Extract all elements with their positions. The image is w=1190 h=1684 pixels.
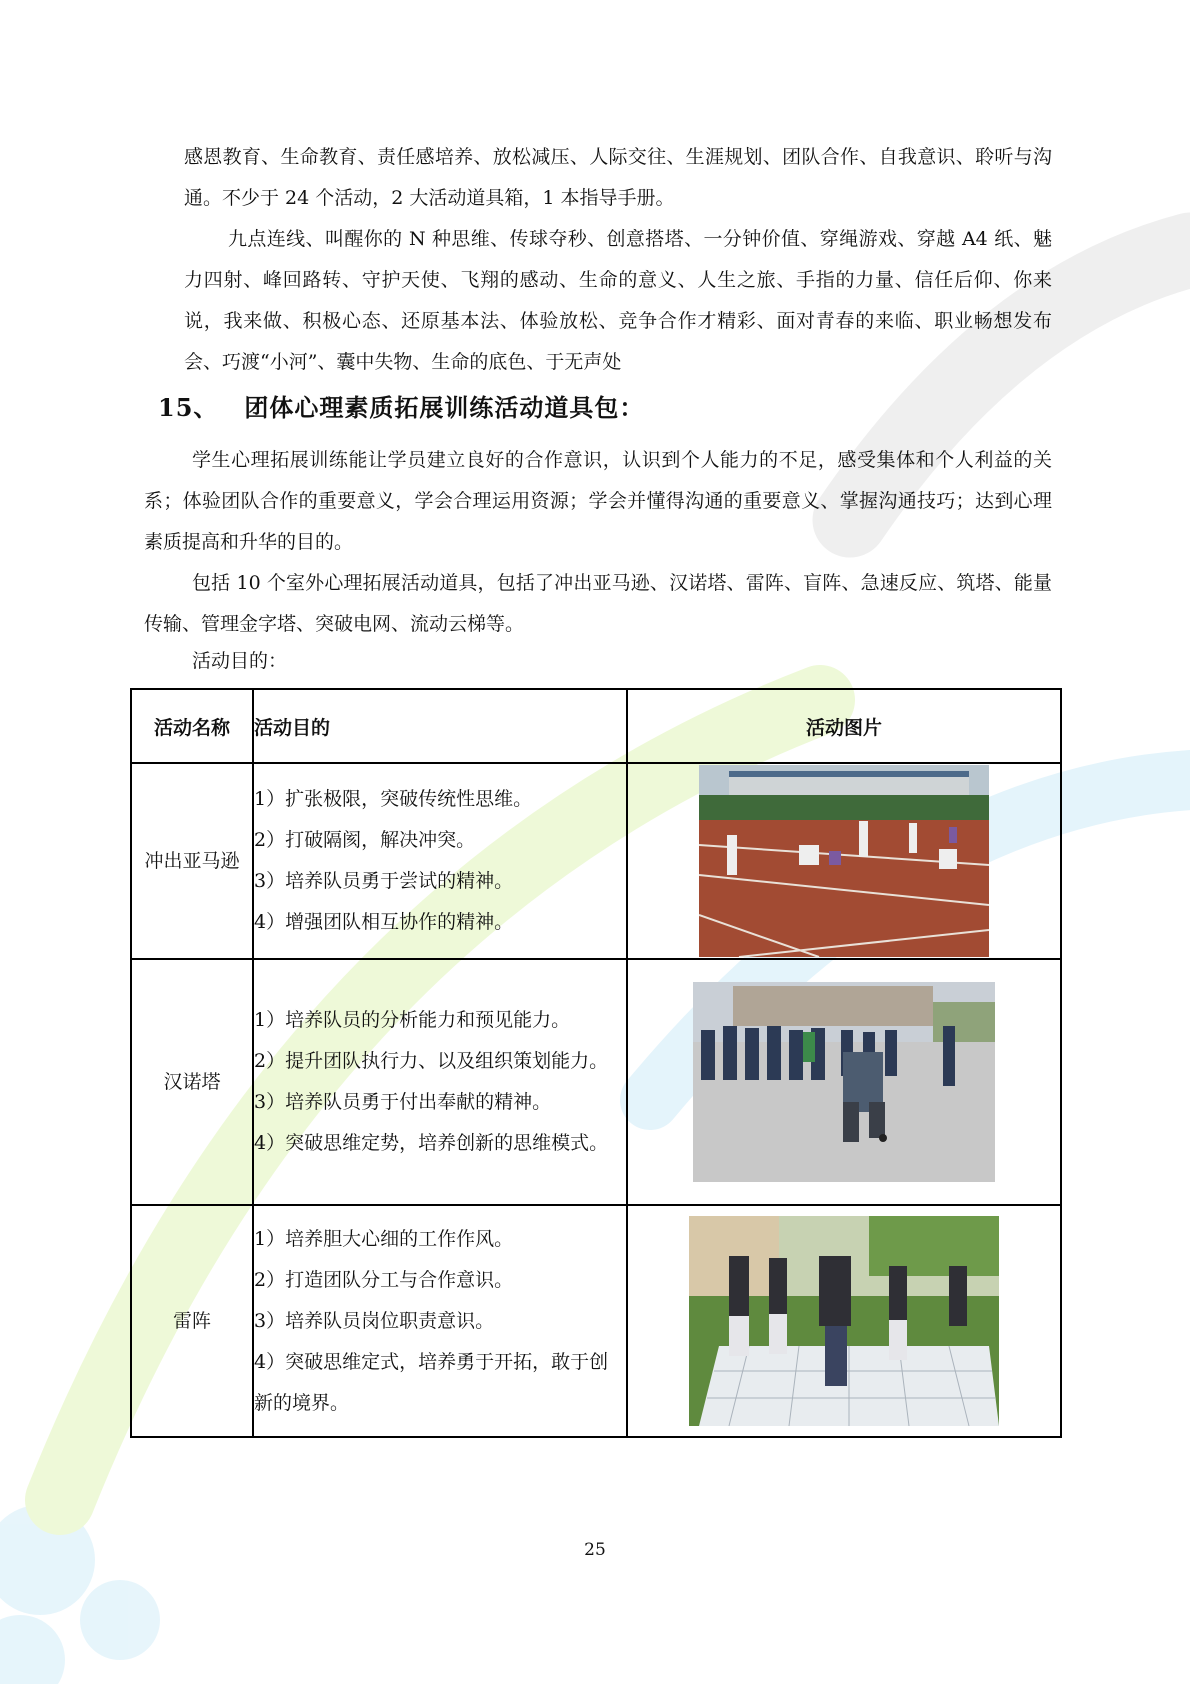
goal-item: 2）打造团队分工与合作意识。	[254, 1268, 514, 1291]
goal-item: 1）培养胆大心细的工作作风。	[254, 1227, 514, 1250]
table-row	[131, 1205, 1061, 1437]
body-paragraph	[144, 440, 1052, 645]
header-activity-name: 活动名称	[131, 689, 253, 763]
goal-item: 1）扩张极限，突破传统性思维。	[254, 788, 533, 810]
intro-line-2: 九点连线、叫醒你的 N 种思维、传球夺秒、创意搭塔、一分钟价值、穿绳游戏、穿越 A4 纸、魅力四射、峰回路转、守护天使、飞翔的感动、生命的意义、人生之旅、手指的力量、信任后仰、你来说，我来做、积极心态、还原基本法、体验放松、竞争合作才精彩、面对青春的来临、职业畅想发布会、巧渡“小河”、囊中失物、生命的底色、于无声处	[184, 228, 1052, 373]
intro-line-1: 感恩教育、生命教育、责任感培养、放松减压、人际交往、生涯规划、团队合作、自我意识、聆听与沟通。不少于 24 个活动，2 大活动道具箱，1 本指导手册。	[184, 146, 1052, 209]
body-para-1: 学生心理拓展训练能让学员建立良好的合作意识，认识到个人能力的不足，感受集体和个人利益的关系；体验团队合作的重要意义，学会合理运用资源；学会并懂得沟通的重要意义、掌握沟通技巧；达到心理素质提高和升华的目的。	[144, 449, 1052, 553]
track-field-activity-photo	[699, 765, 989, 957]
activity-name: 汉诺塔	[131, 959, 253, 1205]
table-row	[131, 959, 1061, 1205]
activity-table	[130, 688, 1062, 1438]
goal-item: 3）培养队员勇于付出奉献的精神。	[254, 1091, 552, 1113]
goal-item: 3）培养队员岗位职责意识。	[254, 1309, 495, 1332]
body-para-2: 包括 10 个室外心理拓展活动道具，包括了冲出亚马逊、汉诺塔、雷阵、盲阵、急速反应、筑塔、能量传输、管理金字塔、突破电网、流动云梯等。	[144, 572, 1052, 635]
goal-item: 1）培养队员的分析能力和预见能力。	[254, 1009, 571, 1031]
activity-goals	[253, 763, 627, 959]
page-number: 25	[584, 1540, 606, 1560]
header-activity-picture: 活动图片	[627, 689, 1061, 763]
activity-name: 冲出亚马逊	[131, 763, 253, 959]
activity-goals	[253, 1205, 627, 1437]
activity-picture-cell	[627, 1205, 1061, 1437]
courtyard-game-photo	[693, 982, 995, 1182]
activity-picture-cell	[627, 763, 1061, 959]
goal-item: 2）提升团队执行力、以及组织策划能力。	[254, 1050, 609, 1072]
section-heading	[158, 388, 644, 423]
activity-name: 雷阵	[131, 1205, 253, 1437]
intro-paragraph	[184, 137, 1052, 383]
grid-mat-game-photo	[689, 1216, 999, 1426]
activity-picture-cell	[627, 959, 1061, 1205]
section-title: 团体心理素质拓展训练活动道具包：	[244, 393, 645, 422]
goal-item: 3）培养队员勇于尝试的精神。	[254, 870, 514, 892]
table-row	[131, 763, 1061, 959]
header-activity-goal: 活动目的	[253, 689, 627, 763]
purpose-label: 活动目的：	[192, 650, 288, 672]
goal-item: 4）突破思维定势，培养创新的思维模式。	[254, 1132, 609, 1154]
goal-item: 4）突破思维定式，培养勇于开拓，敢于创新的境界。	[254, 1350, 609, 1414]
goal-item: 4）增强团队相互协作的精神。	[254, 911, 514, 933]
section-number: 15、	[158, 393, 219, 422]
goal-item: 2）打破隔阂，解决冲突。	[254, 829, 476, 851]
activity-goals	[253, 959, 627, 1205]
table-header-row	[131, 689, 1061, 763]
